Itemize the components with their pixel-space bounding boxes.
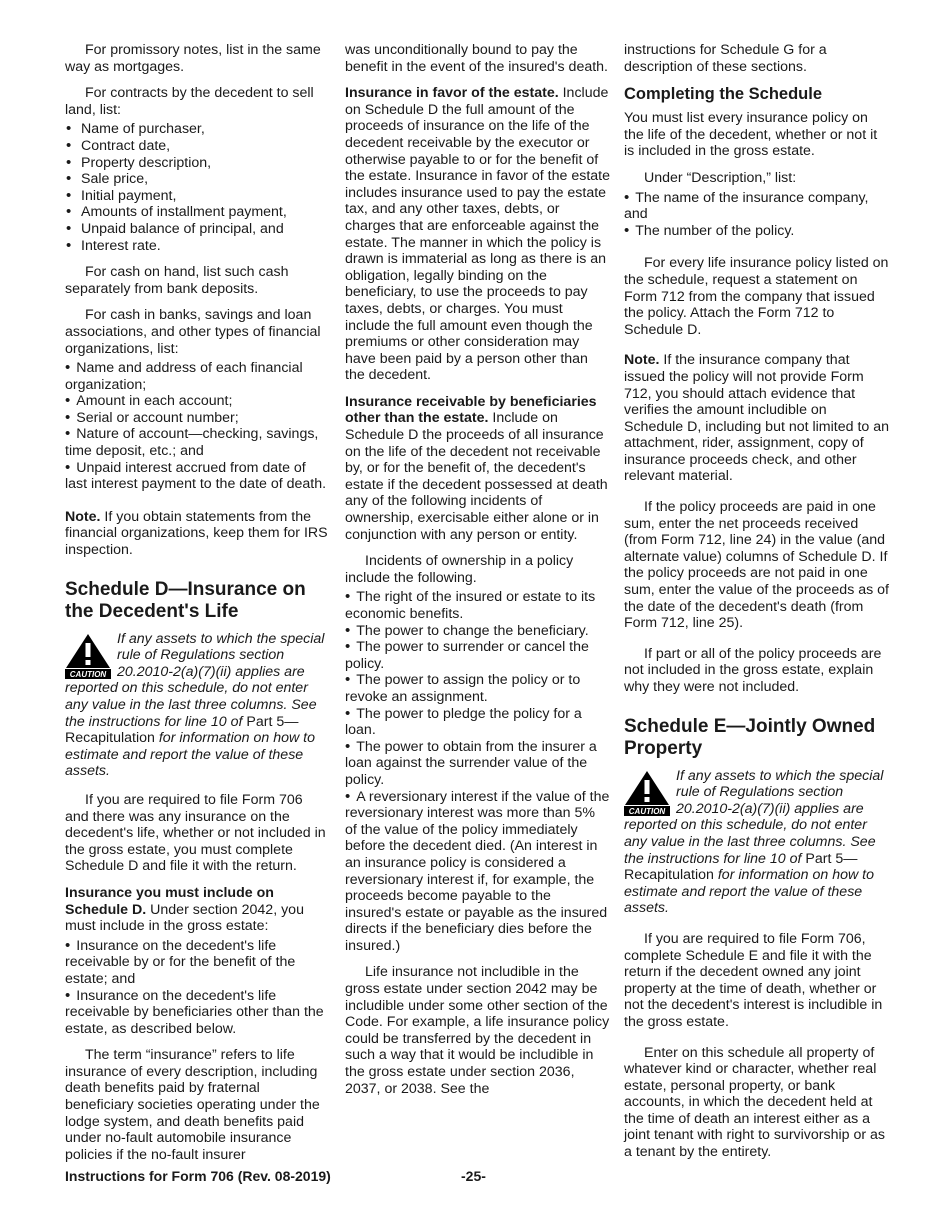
contracts-paragraph: For contracts by the decedent to sell land, list: xyxy=(65,85,314,118)
list-item: • The name of the insurance company, and xyxy=(624,190,889,223)
caution-text-b: Part 5—Recapitulation xyxy=(65,713,299,747)
list-item: • The power to change the beneficiary. xyxy=(345,623,610,640)
incidents-paragraph: Incidents of ownership in a policy include the following. xyxy=(345,553,574,586)
favor-text: Include on Schedule D the full amount of the proceeds of insurance on the life of the decedent receivable by the executor or otherwise payable to or for the benefit of the estate. Insurance in favor of the estate includes insurance used to pay the estate tax, and any other taxes, debts, or charges that are enforceable against the estate. The manner in which the policy is drawn is immaterial as long as there is an obligation, legally binding on the beneficiary, to use the proceeds to pay taxes, debts, or charges. You must include the full amount even though the premiums or other consideration may have been paid by a person other than the decedent. xyxy=(345,85,610,384)
schedule-e-heading: Schedule E—Jointly Owned Property xyxy=(624,715,876,759)
must-include-label: Insurance you must include on Schedule D. xyxy=(65,884,274,918)
list-item: • The number of the policy. xyxy=(624,223,889,240)
list-item: • Name and address of each financial organization; xyxy=(65,360,330,393)
cash-in-banks-paragraph: For cash in banks, savings and loan associations, and other types of financial organizations, list: xyxy=(65,307,321,357)
list-item: • Amounts of installment payment, xyxy=(65,204,330,221)
caution-text-a: If any assets to which the special rule of Regulations section 20.2010-2(a)(7)(ii) applies are reported on this schedule, do not enter any value in the last three columns. See the instructions for line 10 of xyxy=(65,630,325,730)
list-item: • The power to assign the policy or to revoke an assignment. xyxy=(345,672,610,705)
column-1 xyxy=(65,42,330,1173)
beneficiaries-paragraph xyxy=(345,394,610,543)
note-label: Note. xyxy=(624,352,660,369)
schedule-d-heading: Schedule D—Insurance on the Decedent's Life xyxy=(65,578,306,622)
enter-schedule-paragraph: Enter on this schedule all property of whatever kind or character, whether real estate, personal property, or bank accounts, in which the decedent held at the time of death an interest either as a joint tenant with right to survivorship or as a tenant by the entirety. xyxy=(624,1044,886,1161)
note-paragraph xyxy=(65,509,330,559)
list-item: • Interest rate. xyxy=(65,238,330,255)
list-item: • Insurance on the decedent's life receivable by beneficiaries other than the estate, as described below. xyxy=(65,988,330,1038)
favor-of-estate-paragraph xyxy=(345,85,610,384)
caution-block xyxy=(65,631,330,780)
caution-text-c: for information on how to estimate and report the value of these assets. xyxy=(624,867,875,917)
caution-icon xyxy=(624,770,670,816)
list-item: • Sale price, xyxy=(65,171,330,188)
completing-schedule-heading: Completing the Schedule xyxy=(624,85,823,104)
caution-icon xyxy=(65,633,111,679)
incidents-list xyxy=(345,589,610,954)
form-706-paragraph: If you are required to file Form 706, complete Schedule E and file it with the return if the decedent owned any joint property at the time of death, whether or not the decedent's interest is includible in the gross estate. xyxy=(624,930,883,1030)
caution-text-c: for information on how to estimate and report the value of these assets. xyxy=(65,730,316,780)
list-item: • Serial or account number; xyxy=(65,410,330,427)
list-item: • Unpaid interest accrued from date of last interest payment to the date of death. xyxy=(65,460,330,493)
receivable-label: Insurance receivable by beneficiaries other than the estate. xyxy=(345,393,597,427)
caution-text-a: If any assets to which the special rule of Regulations section 20.2010-2(a)(7)(ii) applies are reported on this schedule, do not enter any value in the last three columns. See the instructions for line 10 of xyxy=(624,767,884,867)
must-include-paragraph xyxy=(65,885,330,935)
note-label: Note. xyxy=(65,508,101,525)
term-insurance-paragraph: The term “insurance” refers to life insurance of every description, including death benefits paid by fraternal beneficiary societies operating under the lodge system, and death benefits paid under no-fault automobile insurance policies if the no-fault insurer xyxy=(65,1047,320,1163)
list-every-paragraph: You must list every insurance policy on the life of the decedent, whether or not it is included in the gross estate. xyxy=(624,110,878,160)
column-3 xyxy=(624,42,889,1171)
page-number: -25- xyxy=(461,1168,486,1184)
form-706-paragraph: If you are required to file Form 706 and there was any insurance on the decedent's life, whether or not included in the gross estate, you must complete Schedule D and file it with the return. xyxy=(65,791,326,875)
list-item: • Nature of account—checking, savings, time deposit, etc.; and xyxy=(65,426,330,459)
column-2 xyxy=(345,42,610,1107)
part-or-all-paragraph: If part or all of the policy proceeds are not included in the gross estate, explain why they were not included. xyxy=(624,645,882,695)
form-712-paragraph: For every life insurance policy listed on the schedule, request a statement on Form 712 from the company that issued the policy. Attach the Form 712 to Schedule D. xyxy=(624,255,889,338)
life-insurance-paragraph: Life insurance not includible in the gross estate under section 2042 may be includible under some other section of the Code. For example, a life insurance policy could be transferred by the decedent in such a way that it would be includible in the gross estate under section 2036, 2037, or 2038. See the xyxy=(345,964,610,1097)
one-sum-paragraph: If the policy proceeds are paid in one sum, enter the net proceeds received (from Form 712, line 24) in the value (and alternate value) columns of Schedule D. If the policy proceeds are not paid in one sum, enter the value of the proceeds as of the date of the decedent's death (from Form 712, line 25). xyxy=(624,499,889,632)
list-item: • Property description, xyxy=(65,155,330,172)
receivable-text: Include on Schedule D the proceeds of all insurance on the life of the decedent not receivable by, or for the benefit of, the decedent's estate if the decedent possessed at death any of the following incidents of ownership, exercisable either alone or in conjunction with any person or entity. xyxy=(345,410,608,543)
banks-list xyxy=(65,360,330,493)
continued-paragraph: was unconditionally bound to pay the benefit in the event of the insured's death. xyxy=(345,42,608,75)
list-item: • The power to pledge the policy for a loan. xyxy=(345,706,610,739)
favor-label: Insurance in favor of the estate. xyxy=(345,85,559,102)
list-item: • Amount in each account; xyxy=(65,393,330,410)
list-item: • Name of purchaser, xyxy=(65,121,330,138)
caution-label: CAUTION xyxy=(628,806,666,816)
list-item: • The power to obtain from the insurer a loan against the surrender value of the policy. xyxy=(345,739,610,789)
under-description-paragraph: Under “Description,” list: xyxy=(644,169,797,186)
list-item: • Insurance on the decedent's life receivable by or for the benefit of the estate; and xyxy=(65,938,330,988)
contracts-list xyxy=(65,121,330,254)
must-include-text: Under section 2042, you must include in the gross estate: xyxy=(65,901,304,935)
caution-label: CAUTION xyxy=(69,669,107,679)
list-item: • Contract date, xyxy=(65,138,330,155)
note-paragraph xyxy=(624,352,889,485)
footer-form-title: Instructions for Form 706 (Rev. 08-2019) xyxy=(65,1168,331,1184)
continued-paragraph: instructions for Schedule G for a description of these sections. xyxy=(624,42,827,75)
list-item: • Initial payment, xyxy=(65,188,330,205)
cash-on-hand-paragraph: For cash on hand, list such cash separately from bank deposits. xyxy=(65,264,289,297)
note-text: If you obtain statements from the financial organizations, keep them for IRS inspection. xyxy=(65,508,328,559)
list-item: • The power to surrender or cancel the policy. xyxy=(345,639,610,672)
list-item: • The right of the insured or estate to its economic benefits. xyxy=(345,589,610,622)
must-include-list xyxy=(65,938,330,1038)
note-text: If the insurance company that issued the policy will not provide Form 712, you should attach evidence that verifies the amount includible on Schedule D, including but not limited to an attachment, rider, assignment, copy of insurance proceeds check, and other relevant material. xyxy=(624,352,889,485)
caution-text-b: Part 5—Recapitulation xyxy=(624,850,858,884)
list-item: • Unpaid balance of principal, and xyxy=(65,221,330,238)
promissory-notes-paragraph: For promissory notes, list in the same way as mortgages. xyxy=(65,42,321,75)
list-item: • A reversionary interest if the value of the reversionary interest was more than 5% of the value of the policy immediately before the decedent died. (An interest in an insurance policy is considered a reversionary interest if, for example, the proceeds become payable to the insured's estate or payable as the insured directs if the beneficiary dies before the insured.) xyxy=(345,789,610,955)
description-list xyxy=(624,190,889,240)
caution-block xyxy=(624,768,889,917)
